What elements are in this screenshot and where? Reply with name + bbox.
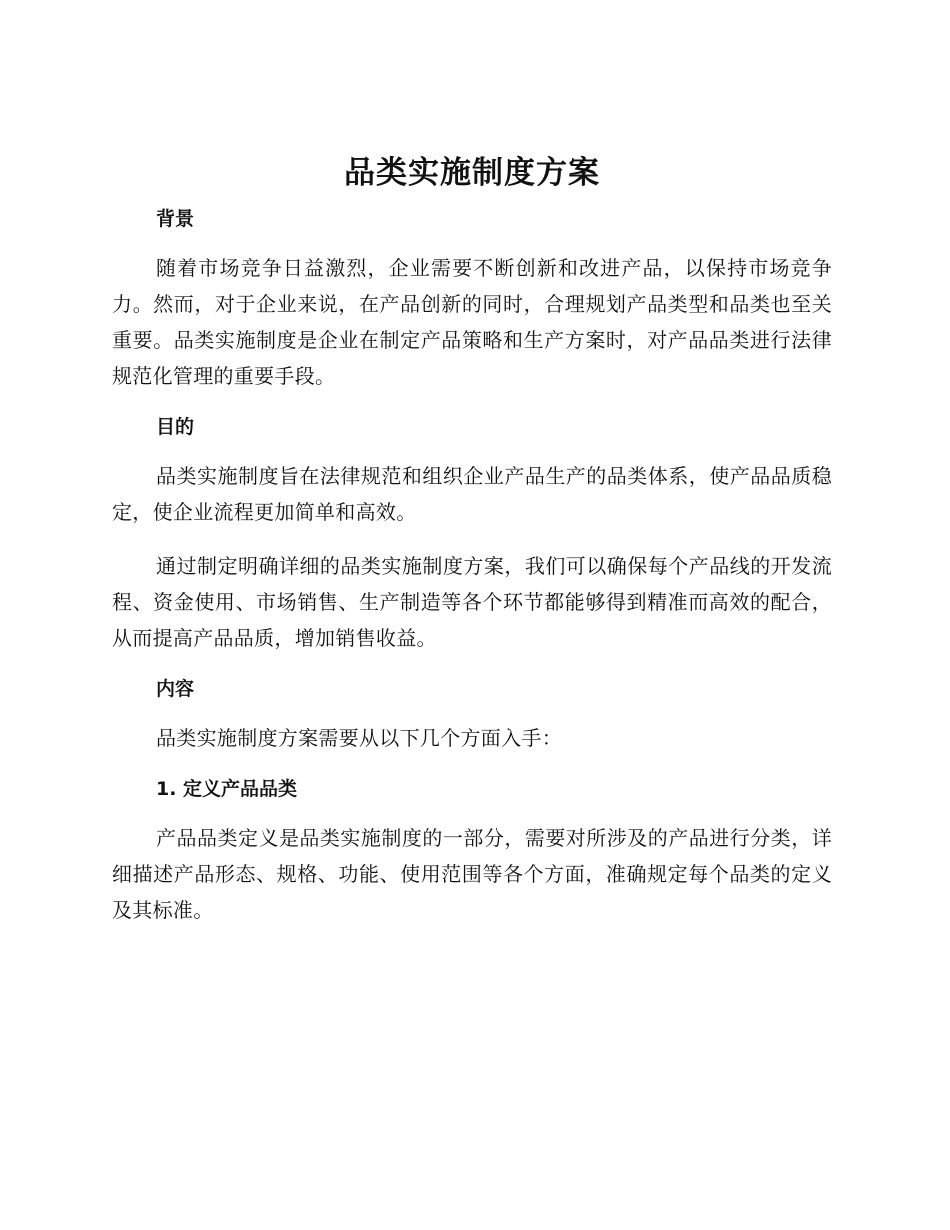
document-page <box>112 148 832 928</box>
section-heading-background: 背景 <box>156 208 195 230</box>
purpose-paragraph-1: 品类实施制度旨在法律规范和组织企业产品生产的品类体系，使产品品质稳定，使企业流程更加简单和高效。 <box>112 464 832 524</box>
section-heading-purpose: 目的 <box>156 416 195 438</box>
document-title: 品类实施制度方案 <box>344 155 600 191</box>
define-category-paragraph: 产品品类定义是品类实施制度的一部分，需要对所涉及的产品进行分类，详细描述产品形态、规格、功能、使用范围等各个方面，准确规定每个品类的定义及其标准。 <box>112 826 832 922</box>
purpose-paragraph-2: 通过制定明确详细的品类实施制度方案，我们可以确保每个产品线的开发流程、资金使用、市场销售、生产制造等各个环节都能够得到精准而高效的配合，从而提高产品品质，增加销售收益。 <box>112 554 832 650</box>
subsection-heading-define-category: 1. 定义产品品类 <box>156 778 298 800</box>
content-intro-paragraph: 品类实施制度方案需要从以下几个方面入手： <box>156 726 562 750</box>
background-paragraph: 随着市场竞争日益激烈，企业需要不断创新和改进产品，以保持市场竞争力。然而，对于企业来说，在产品创新的同时，合理规划产品类型和品类也至关重要。品类实施制度是企业在制定产品策略和生产方案时，对产品品类进行法律规范化管理的重要手段。 <box>112 256 832 388</box>
section-heading-content: 内容 <box>156 678 195 700</box>
